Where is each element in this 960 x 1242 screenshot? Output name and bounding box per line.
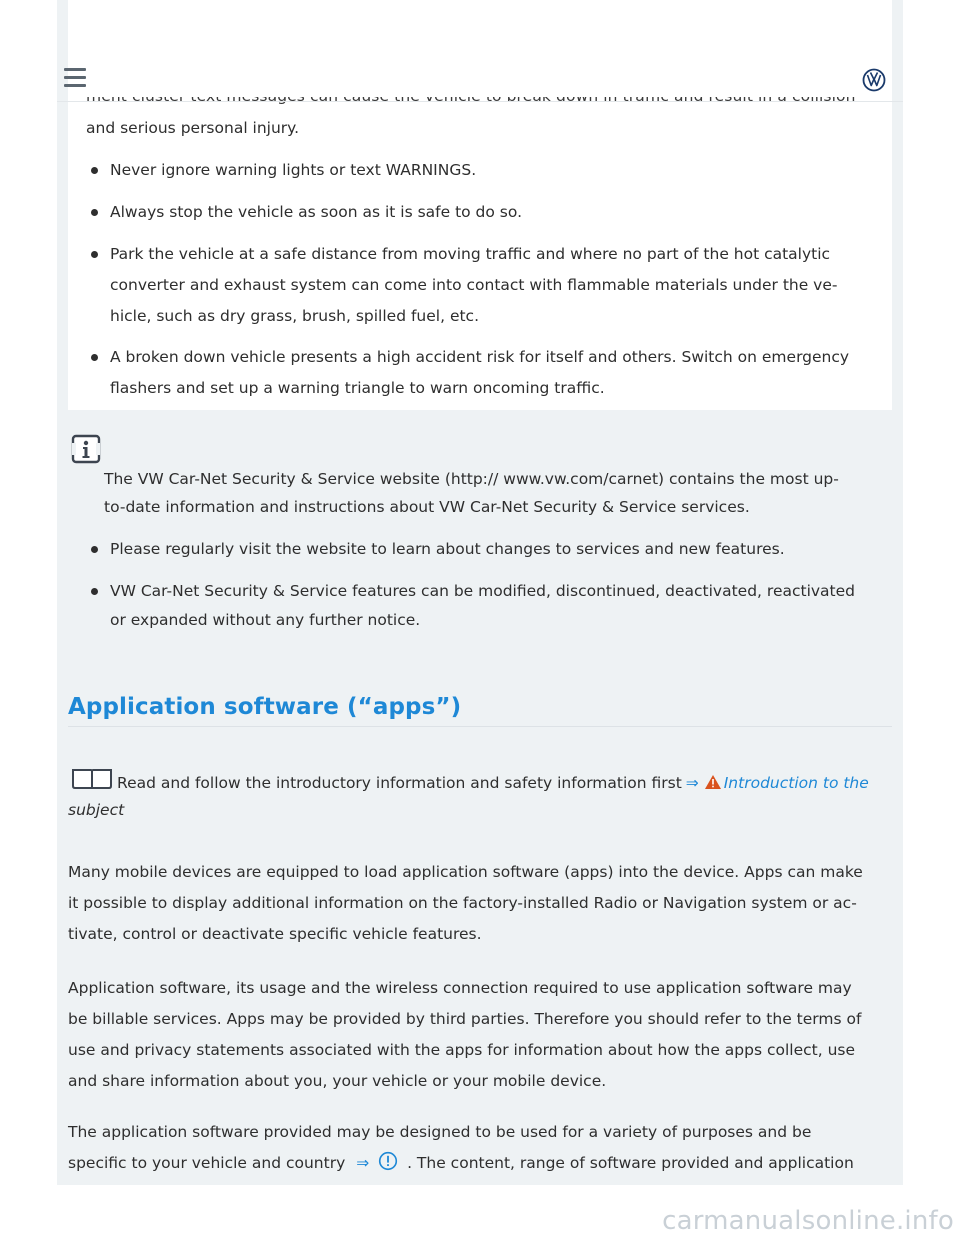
paragraph-2-line-4: and share information about you, your vehicle or your mobile device. — [68, 1072, 607, 1090]
info-line-1: The VW Car-Net Security & Service website (http:// www.vw.com/carnet) contains the most up- — [104, 470, 839, 488]
paragraph-2-line-2: be billable services. Apps may be provided by third parties. Therefore you should refer to the terms of — [68, 1010, 862, 1028]
warning-bullet-2: Always stop the vehicle as soon as it is safe to do so. — [110, 203, 523, 221]
bullet-dot — [91, 588, 98, 595]
info-line-2: to-date information and instructions about VW Car-Net Security & Service services. — [104, 498, 750, 516]
warning-bullet-1: Never ignore warning lights or text WARNINGS. — [110, 161, 477, 179]
warning-line-end: and serious personal injury. — [86, 119, 300, 137]
paragraph-1-line-3: tivate, control or deactivate specific vehicle features. — [68, 925, 482, 943]
intro-text: Read and follow the introductory information and safety information first — [117, 774, 682, 792]
info-bullet-1: Please regularly visit the website to learn about changes to services and new features. — [110, 540, 785, 558]
hamburger-menu-icon[interactable] — [64, 68, 86, 88]
info-bullet-2-line-2: or expanded without any further notice. — [110, 611, 421, 629]
section-heading: Application software (“apps”) — [68, 694, 462, 720]
paragraph-3-text-start: specific to your vehicle and country — [68, 1154, 346, 1172]
caution-icon[interactable] — [378, 1151, 398, 1182]
intro-link-continued[interactable]: subject — [68, 801, 125, 819]
info-bullet-2-line-1: VW Car-Net Security & Service features can be modified, discontinued, deactivated, reactivated — [110, 582, 856, 600]
paragraph-1-line-2: it possible to display additional information on the factory-installed Radio or Navigation system or ac- — [68, 894, 857, 912]
bullet-dot — [91, 209, 98, 216]
intro-link[interactable]: Introduction to the — [723, 774, 869, 792]
warning-bullet-3-line-1: Park the vehicle at a safe distance from moving traffic and where no part of the hot catalytic — [110, 245, 831, 263]
paragraph-2-line-1: Application software, its usage and the wireless connection required to use application software may — [68, 979, 852, 997]
paragraph-3-line-1: The application software provided may be designed to be used for a variety of purposes and be — [68, 1123, 812, 1141]
book-icon — [70, 767, 114, 795]
warning-bullet-4-line-2: flashers and set up a warning triangle to warn oncoming traffic. — [110, 379, 605, 397]
bullet-dot — [91, 546, 98, 553]
bullet-dot — [91, 354, 98, 361]
reference-arrow[interactable]: ⇒ — [356, 1154, 370, 1172]
warning-bullet-4-line-1: A broken down vehicle presents a high accident risk for itself and others. Switch on emergency — [110, 348, 850, 366]
info-icon — [71, 434, 101, 468]
paragraph-3-text-end: . The content, range of software provided and application — [407, 1154, 854, 1172]
bullet-dot — [91, 167, 98, 174]
intro-line — [117, 774, 869, 794]
warning-bullet-3-line-2: converter and exhaust system can come into contact with flammable materials under the ve- — [110, 276, 838, 294]
warning-triangle-icon — [704, 774, 722, 794]
watermark: carmanualsonline.info — [662, 1206, 954, 1236]
header-divider — [57, 101, 903, 102]
warning-bullet-3-line-3: hicle, such as dry grass, brush, spilled fuel, etc. — [110, 307, 480, 325]
paragraph-2-line-3: use and privacy statements associated with the apps for information about how the apps collect, use — [68, 1041, 856, 1059]
heading-rule — [68, 726, 892, 727]
paragraph-3-line-2 — [68, 1148, 854, 1182]
bullet-dot — [91, 251, 98, 258]
reference-arrow: ⇒ — [685, 774, 699, 792]
vw-logo-icon[interactable] — [862, 68, 886, 92]
paragraph-1-line-1: Many mobile devices are equipped to load application software (apps) into the device. Apps can make — [68, 863, 863, 881]
